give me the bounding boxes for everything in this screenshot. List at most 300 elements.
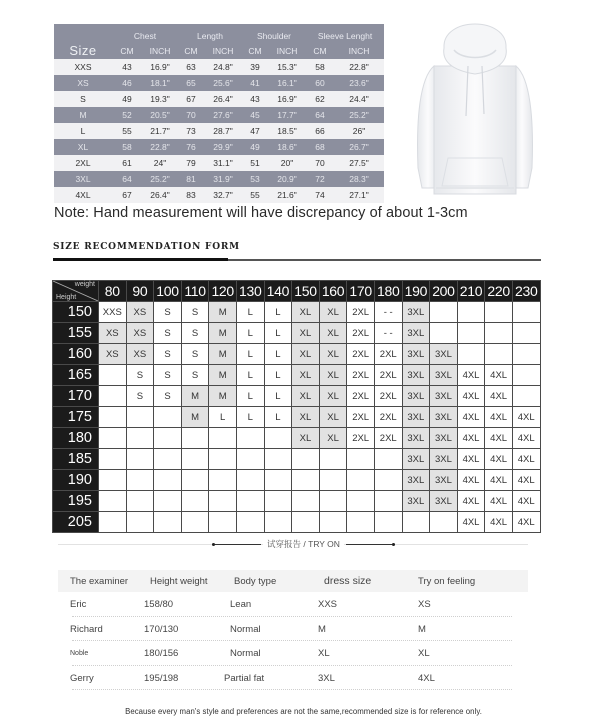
size-recommendation-cell: [154, 428, 182, 449]
size-recommendation-cell: L: [264, 386, 292, 407]
size-recommendation-cell: [99, 470, 127, 491]
size-recommendation-cell: [512, 344, 540, 365]
measurement-cell: 19.3": [142, 91, 178, 107]
size-recommendation-cell: XL: [319, 365, 347, 386]
measurement-cell: 72: [306, 171, 334, 187]
size-recommendation-cell: [457, 344, 485, 365]
length-header: Length: [178, 24, 242, 42]
measurement-cell: 23.6": [334, 75, 384, 91]
measurement-cell: 24": [142, 155, 178, 171]
size-recommendation-cell: [154, 449, 182, 470]
try-on-feeling-header: Try on feeling: [418, 576, 476, 587]
size-recommendation-cell: XL: [319, 302, 347, 323]
measurement-cell: 65: [178, 75, 204, 91]
size-recommendation-cell: XL: [292, 407, 320, 428]
size-recommendation-cell: [457, 302, 485, 323]
try-on-dress: XL: [318, 648, 330, 659]
height-label: Height: [56, 294, 77, 301]
measurement-cell: 16.1": [268, 75, 306, 91]
size-recommendation-cell: 3XL: [430, 428, 458, 449]
size-recommendation-cell: 4XL: [485, 428, 513, 449]
size-recommendation-cell: 3XL: [430, 449, 458, 470]
size-recommendation-cell: [347, 470, 375, 491]
size-header: Size: [54, 24, 112, 59]
size-recommendation-cell: [264, 449, 292, 470]
size-recommendation-cell: 4XL: [512, 512, 540, 533]
size-recommendation-cell: XL: [292, 386, 320, 407]
size-recommendation-cell: 4XL: [457, 407, 485, 428]
size-recommendation-cell: 3XL: [402, 386, 430, 407]
size-recommendation-cell: 4XL: [457, 386, 485, 407]
height-header: 175: [53, 407, 99, 428]
size-recommendation-cell: [99, 407, 127, 428]
size-recommendation-cell: L: [264, 365, 292, 386]
size-recommendation-cell: [347, 449, 375, 470]
weight-header: 220: [485, 281, 513, 302]
size-row: [54, 59, 384, 75]
measurement-cell: 26.4": [142, 187, 178, 203]
size-cell: M: [54, 107, 112, 123]
try-on-name: Eric: [70, 599, 87, 610]
measurement-cell: 46: [112, 75, 142, 91]
size-recommendation-cell: [264, 428, 292, 449]
measurement-cell: 28.7": [204, 123, 242, 139]
size-recommendation-cell: 4XL: [512, 491, 540, 512]
weight-header: 150: [292, 281, 320, 302]
weight-header: 160: [319, 281, 347, 302]
size-recommendation-cell: [126, 491, 154, 512]
size-recommendation-cell: [430, 323, 458, 344]
size-recommendation-cell: 4XL: [485, 386, 513, 407]
size-recommendation-cell: L: [236, 407, 264, 428]
size-recommendation-cell: XL: [319, 323, 347, 344]
weight-header: 130: [236, 281, 264, 302]
unit-header: CM: [306, 42, 334, 59]
try-on-feeling: 4XL: [418, 672, 435, 684]
size-recommendation-cell: [292, 449, 320, 470]
measurement-cell: 81: [178, 171, 204, 187]
size-recommendation-cell: [99, 491, 127, 512]
try-on-body: Lean: [230, 599, 252, 610]
try-on-title-text: 试穿报告 / TRY ON: [263, 538, 344, 550]
measurement-cell: 26.7": [334, 139, 384, 155]
size-cell: XL: [54, 139, 112, 155]
size-recommendation-cell: [99, 449, 127, 470]
size-cell: 4XL: [54, 187, 112, 203]
size-recommendation-cell: 4XL: [485, 365, 513, 386]
weight-header: 170: [347, 281, 375, 302]
size-recommendation-cell: 3XL: [430, 386, 458, 407]
size-row: [54, 123, 384, 139]
size-recommendation-cell: 2XL: [347, 344, 375, 365]
height-row: [53, 386, 541, 407]
measurement-cell: 58: [306, 59, 334, 75]
try-on-row: [72, 666, 512, 691]
size-recommendation-cell: S: [154, 344, 182, 365]
size-recommendation-cell: [209, 512, 237, 533]
size-recommendation-cell: [126, 470, 154, 491]
size-recommendation-cell: 3XL: [402, 323, 430, 344]
size-recommendation-cell: S: [181, 302, 209, 323]
size-recommendation-cell: L: [236, 323, 264, 344]
measurement-cell: 39: [242, 59, 268, 75]
measurement-cell: 25.6": [204, 75, 242, 91]
size-recommendation-cell: XS: [99, 323, 127, 344]
size-recommendation-cell: [126, 428, 154, 449]
try-on-name: Noble: [70, 650, 89, 657]
size-recommendation-cell: 4XL: [457, 449, 485, 470]
size-row: [54, 171, 384, 187]
size-recommendation-cell: - -: [374, 302, 402, 323]
try-on-hw: 158/80: [144, 599, 174, 610]
height-row: [53, 449, 541, 470]
measurement-cell: 62: [306, 91, 334, 107]
size-recommendation-cell: [126, 449, 154, 470]
measurement-cell: 45: [242, 107, 268, 123]
size-recommendation-cell: M: [209, 365, 237, 386]
size-recommendation-cell: [485, 323, 513, 344]
size-recommendation-cell: 4XL: [457, 512, 485, 533]
measurement-cell: 61: [112, 155, 142, 171]
size-recommendation-cell: [512, 386, 540, 407]
try-on-dress: 3XL: [318, 672, 335, 684]
measurement-cell: 32.7": [204, 187, 242, 203]
measurement-cell: 79: [178, 155, 204, 171]
size-recommendation-cell: 3XL: [430, 344, 458, 365]
size-recommendation-cell: [181, 491, 209, 512]
measurement-cell: 21.7": [142, 123, 178, 139]
size-recommendation-cell: L: [209, 407, 237, 428]
measurement-cell: 18.5": [268, 123, 306, 139]
height-header: 205: [53, 512, 99, 533]
size-recommendation-cell: [181, 428, 209, 449]
try-on-body: Normal: [230, 623, 261, 635]
weight-label: weight: [74, 281, 95, 288]
size-recommendation-cell: S: [154, 386, 182, 407]
measurement-cell: 67: [178, 91, 204, 107]
measurement-cell: 15.3": [268, 59, 306, 75]
size-recommendation-cell: M: [209, 344, 237, 365]
size-recommendation-cell: [236, 491, 264, 512]
size-cell: 3XL: [54, 171, 112, 187]
size-recommendation-cell: XL: [292, 323, 320, 344]
height-row: [53, 407, 541, 428]
height-row: [53, 470, 541, 491]
size-recommendation-cell: 3XL: [430, 470, 458, 491]
examiner-header: The examiner: [70, 576, 129, 587]
size-recommendation-cell: S: [181, 365, 209, 386]
size-recommendation-cell: [181, 470, 209, 491]
sleeve-header: Sleeve Lenght: [306, 24, 384, 42]
size-cell: L: [54, 123, 112, 139]
height-row: [53, 302, 541, 323]
height-row: [53, 491, 541, 512]
size-recommendation-cell: [236, 449, 264, 470]
size-recommendation-cell: [430, 302, 458, 323]
size-recommendation-cell: [99, 365, 127, 386]
size-recommendation-cell: [319, 491, 347, 512]
size-row: [54, 139, 384, 155]
measurement-cell: 18.6": [268, 139, 306, 155]
body-type-header: Body type: [234, 576, 277, 587]
size-recommendation-cell: S: [126, 365, 154, 386]
size-recommendation-cell: XS: [126, 302, 154, 323]
height-header: 195: [53, 491, 99, 512]
size-recommendation-cell: XL: [292, 344, 320, 365]
measurement-cell: 20.5": [142, 107, 178, 123]
size-recommendation-cell: [264, 491, 292, 512]
size-recommendation-cell: 4XL: [457, 428, 485, 449]
size-recommendation-cell: 2XL: [374, 344, 402, 365]
size-recommendation-cell: [264, 512, 292, 533]
size-recommendation-cell: XS: [99, 344, 127, 365]
size-recommendation-cell: [374, 449, 402, 470]
measurement-cell: 20.9": [268, 171, 306, 187]
measurement-cell: 18.1": [142, 75, 178, 91]
size-recommendation-cell: 4XL: [485, 407, 513, 428]
size-recommendation-cell: 4XL: [485, 470, 513, 491]
size-recommendation-cell: [374, 512, 402, 533]
measurement-cell: 31.1": [204, 155, 242, 171]
measurement-cell: 25.2": [142, 171, 178, 187]
size-recommendation-cell: XL: [292, 302, 320, 323]
size-recommendation-cell: XL: [319, 407, 347, 428]
size-row: [54, 75, 384, 91]
weight-header: 180: [374, 281, 402, 302]
size-recommendation-cell: L: [264, 407, 292, 428]
measurement-cell: 53: [242, 171, 268, 187]
height-row: [53, 344, 541, 365]
measurement-cell: 60: [306, 75, 334, 91]
size-row: [54, 155, 384, 171]
size-recommendation-cell: L: [264, 323, 292, 344]
measurement-cell: 29.9": [204, 139, 242, 155]
try-on-row: [72, 617, 512, 642]
size-recommendation-cell: 2XL: [374, 386, 402, 407]
size-recommendation-cell: M: [209, 302, 237, 323]
size-recommendation-cell: 4XL: [485, 512, 513, 533]
measurement-cell: 16.9": [142, 59, 178, 75]
size-recommendation-cell: [374, 470, 402, 491]
size-recommendation-cell: L: [236, 386, 264, 407]
dress-size-header: dress size: [324, 575, 372, 587]
measurement-cell: 27.5": [334, 155, 384, 171]
height-header: 150: [53, 302, 99, 323]
height-row: [53, 428, 541, 449]
size-recommendation-cell: [512, 323, 540, 344]
size-recommendation-cell: XL: [292, 428, 320, 449]
size-recommendation-cell: XL: [319, 344, 347, 365]
size-recommendation-cell: 4XL: [512, 470, 540, 491]
measurement-cell: 24.4": [334, 91, 384, 107]
measurement-cell: 47: [242, 123, 268, 139]
size-recommendation-cell: 3XL: [402, 302, 430, 323]
size-recommendation-cell: [209, 470, 237, 491]
weight-header: 100: [154, 281, 182, 302]
size-recommendation-cell: [292, 470, 320, 491]
size-row: [54, 187, 384, 203]
unit-header: INCH: [268, 42, 306, 59]
size-recommendation-cell: [99, 386, 127, 407]
measurement-cell: 74: [306, 187, 334, 203]
size-recommendation-cell: [154, 407, 182, 428]
white-hoodie-image: [392, 8, 552, 208]
size-recommendation-cell: XL: [319, 428, 347, 449]
chest-header: Chest: [112, 24, 178, 42]
height-header: 170: [53, 386, 99, 407]
height-header: 155: [53, 323, 99, 344]
size-recommendation-cell: 2XL: [347, 302, 375, 323]
try-on-header: [58, 570, 528, 592]
measurement-cell: 76: [178, 139, 204, 155]
size-recommendation-cell: M: [181, 386, 209, 407]
size-recommendation-cell: 4XL: [457, 365, 485, 386]
size-recommendation-cell: S: [154, 323, 182, 344]
size-recommendation-cell: [319, 449, 347, 470]
size-recommendation-cell: 3XL: [402, 407, 430, 428]
size-recommendation-cell: S: [126, 386, 154, 407]
size-recommendation-cell: XL: [292, 365, 320, 386]
size-recommendation-cell: XS: [126, 323, 154, 344]
size-recommendation-cell: M: [209, 386, 237, 407]
measurement-cell: 43: [242, 91, 268, 107]
unit-header: INCH: [204, 42, 242, 59]
size-recommendation-cell: [236, 428, 264, 449]
size-recommendation-cell: [126, 407, 154, 428]
size-recommendation-cell: 2XL: [374, 365, 402, 386]
size-recommendation-cell: 3XL: [402, 449, 430, 470]
size-recommendation-cell: [181, 512, 209, 533]
try-on-feeling: XL: [418, 648, 430, 659]
measurement-cell: 67: [112, 187, 142, 203]
measurement-cell: 64: [112, 171, 142, 187]
measurement-cell: 43: [112, 59, 142, 75]
unit-header: CM: [242, 42, 268, 59]
measurement-cell: 27.1": [334, 187, 384, 203]
measurement-cell: 22.8": [142, 139, 178, 155]
measurement-cell: 64: [306, 107, 334, 123]
size-recommendation-cell: 4XL: [512, 428, 540, 449]
try-on-name: Richard: [70, 623, 103, 635]
size-recommendation-cell: L: [264, 302, 292, 323]
unit-header: CM: [112, 42, 142, 59]
size-recommendation-cell: [512, 365, 540, 386]
measurement-cell: 83: [178, 187, 204, 203]
try-on-feeling: XS: [418, 599, 431, 610]
size-recommendation-cell: L: [236, 365, 264, 386]
measurement-cell: 58: [112, 139, 142, 155]
size-recommendation-cell: [347, 512, 375, 533]
height-header: 160: [53, 344, 99, 365]
measurement-cell: 26": [334, 123, 384, 139]
unit-header: INCH: [334, 42, 384, 59]
size-recommendation-cell: 3XL: [402, 470, 430, 491]
size-recommendation-cell: [430, 512, 458, 533]
shoulder-header: Shoulder: [242, 24, 306, 42]
size-recommendation-cell: 3XL: [402, 365, 430, 386]
size-recommendation-cell: [485, 344, 513, 365]
height-row: [53, 512, 541, 533]
weight-header: 190: [402, 281, 430, 302]
size-recommendation-title: SIZE RECOMMENDATION FORM: [53, 242, 240, 252]
size-recommendation-cell: 3XL: [402, 491, 430, 512]
size-recommendation-cell: M: [181, 407, 209, 428]
size-recommendation-cell: [209, 449, 237, 470]
try-on-title: [0, 538, 607, 550]
unit-header: CM: [178, 42, 204, 59]
size-recommendation-cell: 2XL: [374, 407, 402, 428]
size-cell: 2XL: [54, 155, 112, 171]
size-recommendation-cell: M: [209, 323, 237, 344]
measurement-cell: 31.9": [204, 171, 242, 187]
measurement-cell: 28.3": [334, 171, 384, 187]
weight-header: 80: [99, 281, 127, 302]
size-row: [54, 107, 384, 123]
height-row: [53, 365, 541, 386]
measurement-cell: 22.8": [334, 59, 384, 75]
height-header: 185: [53, 449, 99, 470]
size-recommendation-cell: S: [181, 344, 209, 365]
measurement-cell: 41: [242, 75, 268, 91]
measurement-cell: 73: [178, 123, 204, 139]
weight-header: 110: [181, 281, 209, 302]
size-recommendation-cell: 4XL: [457, 491, 485, 512]
size-recommendation-cell: [512, 302, 540, 323]
measurement-cell: 70: [178, 107, 204, 123]
size-recommendation-cell: 3XL: [402, 428, 430, 449]
height-weight-header: Height weight: [150, 576, 208, 587]
size-recommendation-cell: [126, 512, 154, 533]
size-recommendation-cell: XS: [126, 344, 154, 365]
measurement-cell: 66: [306, 123, 334, 139]
measurement-cell: 25.2": [334, 107, 384, 123]
measurement-cell: 24.8": [204, 59, 242, 75]
measurement-note: Note: Hand measurement will have discrepancy of about 1-3cm: [54, 205, 468, 221]
measurement-cell: 16.9": [268, 91, 306, 107]
measurement-cell: 21.6": [268, 187, 306, 203]
size-recommendation-cell: 2XL: [347, 386, 375, 407]
size-recommendation-cell: [319, 470, 347, 491]
size-recommendation-grid: [52, 280, 541, 533]
size-recommendation-cell: [292, 512, 320, 533]
size-recommendation-cell: [485, 302, 513, 323]
size-measurement-chart: [54, 24, 384, 203]
size-recommendation-cell: [181, 449, 209, 470]
size-recommendation-cell: S: [154, 365, 182, 386]
size-row: [54, 91, 384, 107]
weight-header: 200: [430, 281, 458, 302]
measurement-cell: 55: [242, 187, 268, 203]
size-recommendation-cell: XXS: [99, 302, 127, 323]
size-recommendation-cell: XL: [319, 386, 347, 407]
weight-header: 140: [264, 281, 292, 302]
size-recommendation-cell: 4XL: [512, 449, 540, 470]
size-recommendation-cell: 3XL: [402, 344, 430, 365]
try-on-hw: 170/130: [144, 623, 179, 635]
size-recommendation-cell: [99, 428, 127, 449]
size-recommendation-cell: [99, 512, 127, 533]
try-on-table: [72, 592, 512, 690]
size-recommendation-cell: [209, 491, 237, 512]
weight-header: 120: [209, 281, 237, 302]
weight-header: 230: [512, 281, 540, 302]
size-recommendation-cell: 4XL: [512, 407, 540, 428]
hoodie-icon: [392, 8, 552, 208]
try-on-row: [72, 592, 512, 617]
size-recommendation-cell: [154, 491, 182, 512]
size-recommendation-cell: 2XL: [347, 428, 375, 449]
size-recommendation-cell: 3XL: [430, 491, 458, 512]
